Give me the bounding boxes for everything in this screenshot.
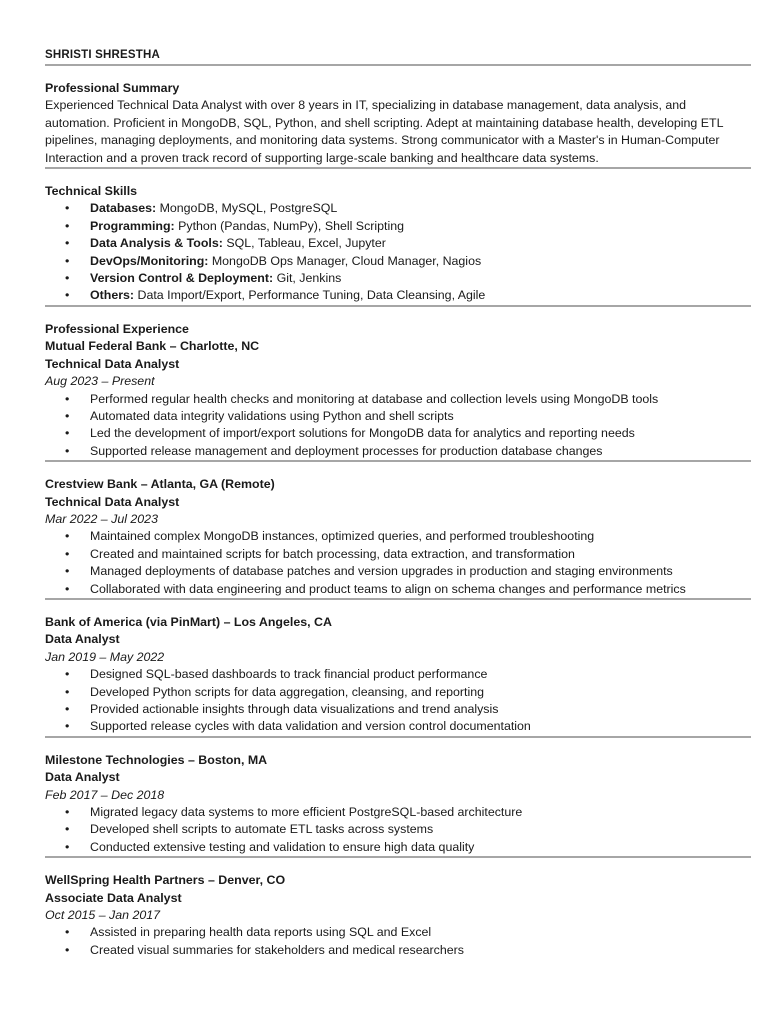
skill-label: Databases: xyxy=(90,201,157,216)
summary-text: Experienced Technical Data Analyst with over 8 years in IT, specializing in database management, data analysis, and automation. Proficient in MongoDB, SQL, Python, and shell scripting. Adept at maintaining database health, developing ETL pipelines, managing deployments, and monitoring data systems. Strong communicator with a Master's in Human-Computer Interaction and a proven track record of supporting large-scale banking and healthcare data systems. xyxy=(45,98,723,165)
skills-list xyxy=(45,200,751,304)
job-company: Mutual Federal Bank – Charlotte, NC xyxy=(45,339,260,354)
skills-title: Technical Skills xyxy=(45,184,138,199)
job-dates: Feb 2017 – Dec 2018 xyxy=(45,787,165,802)
job-bullet: • Designed SQL-based dashboards to track financial product performance xyxy=(45,666,751,683)
skill-item xyxy=(45,270,751,287)
job-role: Associate Data Analyst xyxy=(45,890,182,905)
job-bullet: • Created visual summaries for stakeholders and medical researchers xyxy=(45,942,751,959)
summary-title: Professional Summary xyxy=(45,81,180,95)
skill-value: SQL, Tableau, Excel, Jupyter xyxy=(222,236,386,251)
job-bullet: • Developed shell scripts to automate ETL tasks across systems xyxy=(45,821,751,838)
divider xyxy=(45,64,751,66)
skill-item xyxy=(45,253,751,270)
job-bullet: • Maintained complex MongoDB instances, optimized queries, and performed troubleshooting xyxy=(45,528,751,545)
job-dates: Jan 2019 – May 2022 xyxy=(45,649,165,664)
skill-label: DevOps/Monitoring: xyxy=(90,253,209,268)
job-bullet: • Created and maintained scripts for batch processing, data extraction, and transformation xyxy=(45,546,751,563)
job-bullet: • Supported release management and deployment processes for production database changes xyxy=(45,443,751,460)
skill-value: Python (Pandas, NumPy), Shell Scripting xyxy=(174,218,405,233)
job-bullets xyxy=(45,804,751,856)
job-dates: Mar 2022 – Jul 2023 xyxy=(45,511,158,526)
skill-item xyxy=(45,200,751,217)
job-role: Data Analyst xyxy=(45,632,120,647)
job-bullets xyxy=(45,391,751,461)
job-role: Data Analyst xyxy=(45,770,120,785)
resume-content xyxy=(45,46,751,959)
divider xyxy=(45,598,751,600)
divider xyxy=(45,305,751,307)
skill-label: Version Control & Deployment: xyxy=(90,271,274,286)
divider xyxy=(45,460,751,462)
skill-label: Data Analysis & Tools: xyxy=(90,236,223,251)
experience-title: Professional Experience xyxy=(45,321,189,336)
job-bullets xyxy=(45,528,751,598)
skill-item xyxy=(45,218,751,235)
job-bullet: • Supported release cycles with data validation and version control documentation xyxy=(45,718,751,735)
job-company: Crestview Bank – Atlanta, GA (Remote) xyxy=(45,477,275,492)
job-bullet: • Performed regular health checks and monitoring at database and collection levels using MongoDB tools xyxy=(45,391,751,408)
divider xyxy=(45,736,751,738)
divider xyxy=(45,856,751,858)
skill-item xyxy=(45,235,751,252)
job-bullets xyxy=(45,666,751,736)
job-bullet: • Managed deployments of database patches and version upgrades in production and staging environments xyxy=(45,563,751,580)
job-role: Technical Data Analyst xyxy=(45,356,180,371)
job-bullet: • Developed Python scripts for data aggregation, cleansing, and reporting xyxy=(45,684,751,701)
skill-item xyxy=(45,287,751,304)
job-bullets xyxy=(45,924,751,959)
skill-value: MongoDB, MySQL, PostgreSQL xyxy=(156,201,338,216)
skill-label: Others: xyxy=(90,288,135,303)
job-company: WellSpring Health Partners – Denver, CO xyxy=(45,873,286,888)
candidate-name: SHRISTI SHRESTHA xyxy=(45,49,161,61)
job-dates: Oct 2015 – Jan 2017 xyxy=(45,908,161,923)
job-company: Bank of America (via PinMart) – Los Angeles, CA xyxy=(45,614,332,629)
skill-value: Data Import/Export, Performance Tuning, Data Cleansing, Agile xyxy=(134,288,486,303)
job-bullet: • Automated data integrity validations using Python and shell scripts xyxy=(45,408,751,425)
job-company: Milestone Technologies – Boston, MA xyxy=(45,752,268,767)
job-bullet: • Migrated legacy data systems to more efficient PostgreSQL-based architecture xyxy=(45,804,751,821)
job-bullet: • Assisted in preparing health data reports using SQL and Excel xyxy=(45,924,751,941)
job-bullet: • Led the development of import/export solutions for MongoDB data for analytics and reporting needs xyxy=(45,425,751,442)
job-bullet: • Provided actionable insights through data visualizations and trend analysis xyxy=(45,701,751,718)
skill-value: MongoDB Ops Manager, Cloud Manager, Nagios xyxy=(208,253,482,268)
divider xyxy=(45,167,751,169)
skill-value: Git, Jenkins xyxy=(273,271,342,286)
job-role: Technical Data Analyst xyxy=(45,494,180,509)
job-bullet: • Collaborated with data engineering and product teams to align on schema changes and performance metrics xyxy=(45,581,751,598)
job-dates: Aug 2023 – Present xyxy=(45,374,155,389)
skill-label: Programming: xyxy=(90,218,175,233)
job-bullet: • Conducted extensive testing and validation to ensure high data quality xyxy=(45,839,751,856)
